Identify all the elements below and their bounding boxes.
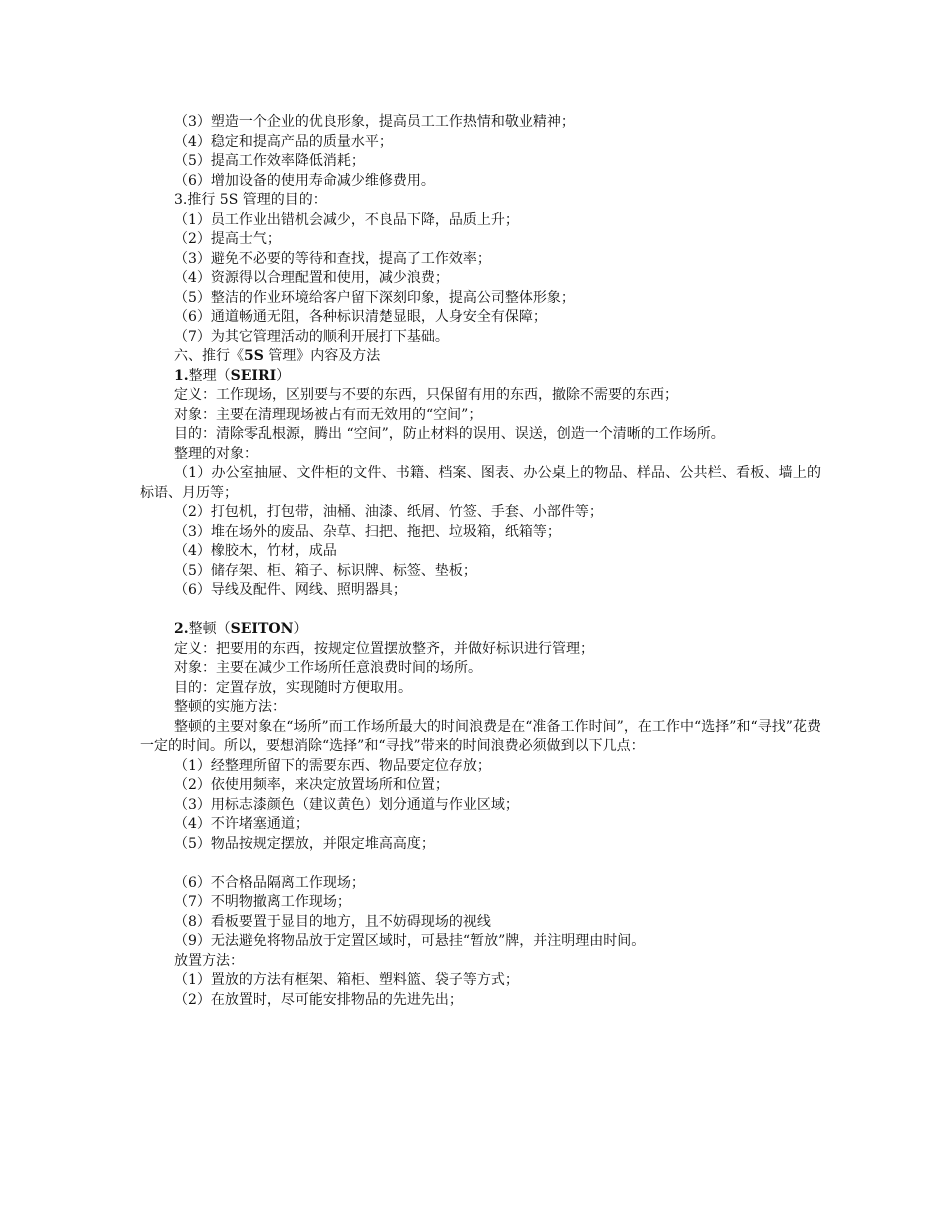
seiton-point: （9）无法避免将物品放于定置区域时，可悬挂“暂放”牌，并注明理由时间。 <box>174 933 646 949</box>
seiri-heading <box>0 367 950 387</box>
purpose-heading: 3.推行 5S 管理的目的： <box>174 192 327 208</box>
seiton-object: 对象：主要在减少工作场所任意浪费时间的场所。 <box>174 660 482 676</box>
seiton-method-paragraph: 整顿的主要对象在“场所”而工作场所最大的时间浪费是在“准备工作时间”，在工作中“选择”和“寻找”花费一定的时间。所以，要想消除“选择”和“寻找”带来的时间浪费必须做到以下几点： <box>140 718 821 754</box>
seiri-target-item: （2）打包机，打包带，油桶、油漆、纸屑、竹签、手套、小部件等； <box>174 504 603 520</box>
document-page <box>0 113 950 1010</box>
seiri-target-item: （6）导线及配件、网线、照明器具； <box>174 582 407 598</box>
placement-item: （2）在放置时，尽可能安排物品的先进先出； <box>174 991 463 1008</box>
seiri-title: 整理（ <box>188 367 231 384</box>
seiton-point: （2）依使用频率，来决定放置场所和位置； <box>174 777 449 793</box>
list-item: （4）资源得以合理配置和使用，减少浪费； <box>174 270 449 286</box>
seiton-aim: 目的：定置存放，实现随时方便取用。 <box>174 679 412 696</box>
seiton-title-close: ） <box>293 621 308 637</box>
seiton-title-en: SEITON <box>230 621 294 637</box>
seiton-point: （4）不许堵塞通道； <box>174 816 309 832</box>
list-item: （6）通道畅通无阻，各种标识清楚显眼，人身安全有保障； <box>174 309 547 325</box>
seiton-definition: 定义：把要用的东西，按规定位置摆放整齐，并做好标识进行管理； <box>174 640 594 657</box>
seiton-method-heading: 整顿的实施方法： <box>174 699 286 715</box>
seiton-point: （7）不明物撤离工作现场； <box>174 894 351 910</box>
blank-line <box>0 601 950 621</box>
section-heading <box>0 347 950 367</box>
section-heading-suffix: 管理》内容及方法 <box>263 348 381 364</box>
list-item: （5）提高工作效率降低消耗； <box>174 153 365 169</box>
seiri-targets-heading: 整理的对象： <box>174 445 258 462</box>
seiri-number: 1. <box>174 367 189 384</box>
placement-heading: 放置方法： <box>174 952 244 969</box>
list-item: （2）提高士气； <box>174 231 281 247</box>
seiton-point: （5）物品按规定摆放，并限定堆高高度； <box>174 835 435 852</box>
seiton-title: 整顿（ <box>188 621 231 637</box>
seiton-point: （8）看板要置于显目的地方，且不妨碍现场的视线 <box>174 913 491 930</box>
seiri-target-item: （4）橡胶木，竹材，成品 <box>174 543 337 559</box>
list-item: （1）员工作业出错机会减少，不良品下降，品质上升； <box>174 211 519 228</box>
seiton-heading <box>0 620 950 640</box>
seiton-point: （3）用标志漆颜色（建议黄色）划分通道与作业区域； <box>174 796 519 813</box>
seiri-definition: 定义：工作现场，区别要与不要的东西，只保留有用的东西，撤除不需要的东西； <box>174 387 678 403</box>
seiri-title-close: ） <box>276 367 291 384</box>
seiri-object: 对象：主要在清理现场被占有而无效用的“空间”； <box>174 406 483 423</box>
seiton-number: 2. <box>174 621 189 637</box>
seiri-target-item: （1）办公室抽屉、文件柜的文件、书籍、档案、图表、办公桌上的物品、样品、公共栏、看板、墙上的标语、月历等； <box>140 465 821 501</box>
seiri-target-item: （5）储存架、柜、箱子、标识牌、标签、垫板； <box>174 562 477 579</box>
seiton-point: （6）不合格品隔离工作现场； <box>174 874 365 891</box>
seiri-title-en: SEIRI <box>230 367 277 384</box>
seiton-point: （1）经整理所留下的需要东西、物品要定位存放； <box>174 757 491 774</box>
placement-item: （1）置放的方法有框架、箱柜、塑料篮、袋子等方式； <box>174 972 519 988</box>
list-item: （5）整洁的作业环境给客户留下深刻印象，提高公司整体形象； <box>174 289 575 306</box>
list-item: （3）塑造一个企业的优良形象，提高员工工作热情和敬业精神； <box>174 114 575 130</box>
list-item: （6）增加设备的使用寿命减少维修费用。 <box>174 172 435 189</box>
list-item: （3）避免不必要的等待和查找，提高了工作效率； <box>174 250 491 267</box>
seiri-aim: 目的：清除零乱根源，腾出 “空间”，防止材料的误用、误送，创造一个清晰的工作场所。 <box>174 426 725 442</box>
list-item: （7）为其它管理活动的顺利开展打下基础。 <box>174 328 449 345</box>
seiri-target-item: （3）堆在场外的废品、杂草、扫把、拖把、垃圾箱，纸箱等； <box>174 523 561 540</box>
blank-line <box>0 854 950 874</box>
list-item: （4）稳定和提高产品的质量水平； <box>174 133 393 150</box>
section-heading-bold: 5S <box>244 348 264 364</box>
section-heading-prefix: 六、推行《 <box>174 348 244 364</box>
